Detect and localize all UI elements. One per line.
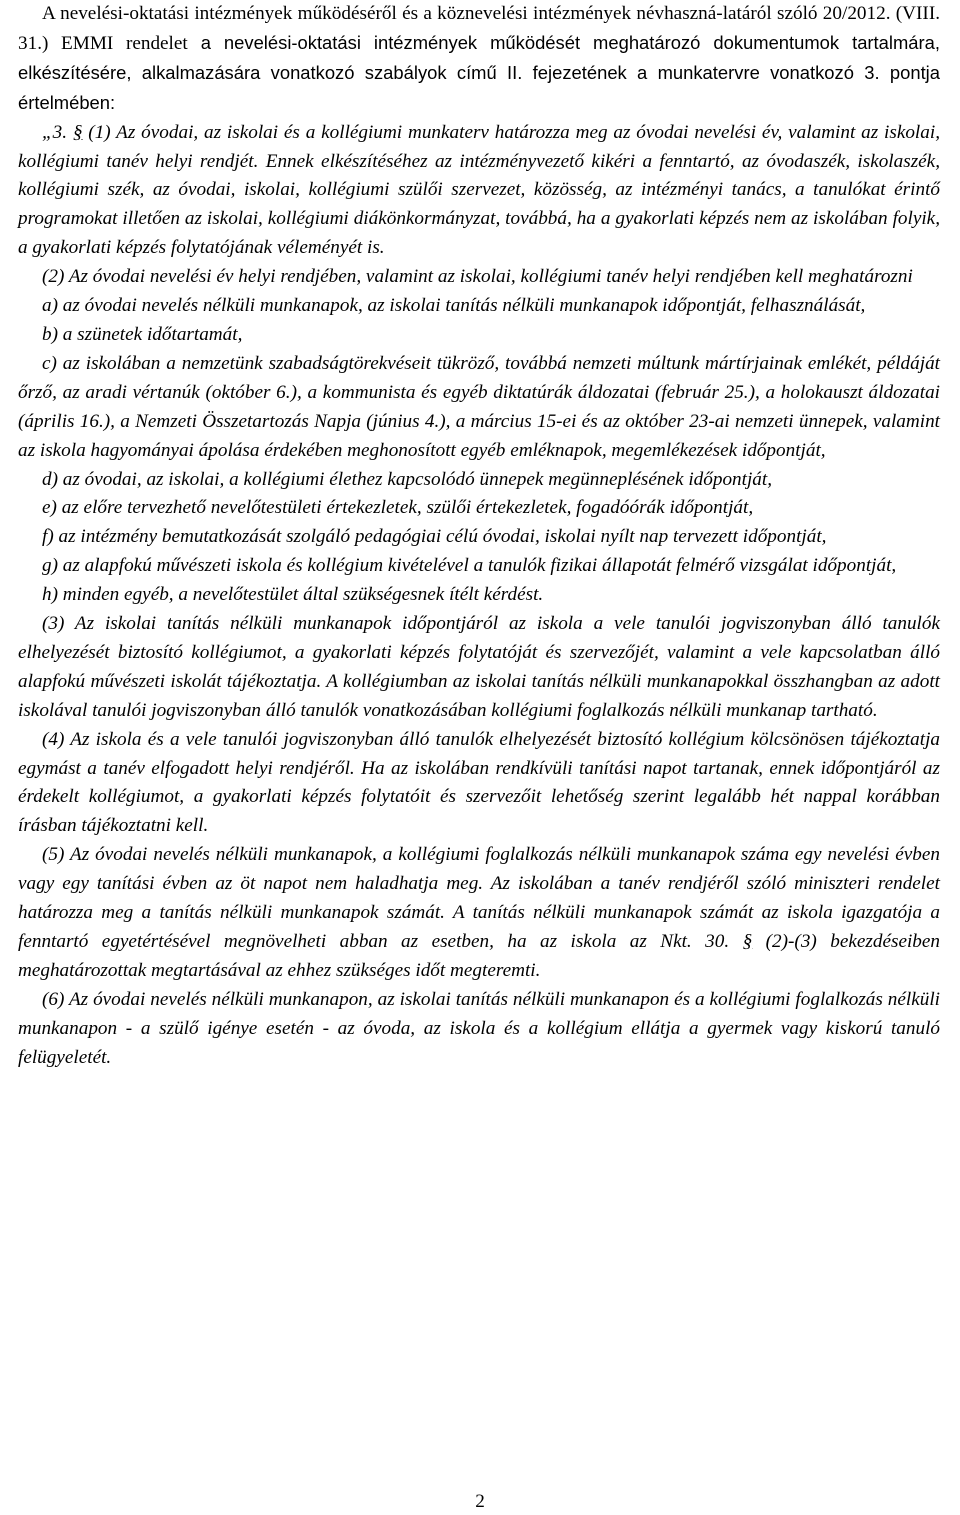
section-p1-text: (1) Az óvodai, az iskolai és a kollégiumi munkaterv határozza meg az óvodai nevelési év, valamint az iskolai, kollégiumi tanév helyi rendjét. Ennek elkészítéséhez az intézményvezető kikéri a fenntartó, az óvodaszék, iskolaszék, kollégiumi szék, az óvodai, iskolai, kollégiumi szülői szervezet, közösség, az intézményi tanács, a tanulókat érintő programokat illetően az iskolai, kollégiumi diákönkormányzat, továbbá, ha a gyakorlati képzés nem az iskolában folyik, a gyakorlati képzés folytatójának véleményét is. bbox=[18, 121, 940, 259]
intro-line-1: A nevelési-oktatási intézmények működéséről és a köznevelési intézmények névhaszná- bbox=[42, 3, 723, 24]
section-paragraph-2: (2) Az óvodai nevelési év helyi rendjében, valamint az iskolai, kollégiumi tanév helyi rendjében kell meghatározni bbox=[42, 266, 913, 288]
list-item-b: b) a szünetek időtartamát, bbox=[42, 323, 243, 345]
list-item-a: a) az óvodai nevelés nélküli munkanapok, az iskolai tanítás nélküli munkanapok időpontját, felhasználását, bbox=[42, 295, 866, 317]
section-quote-open: „3. bbox=[42, 121, 73, 143]
intro-sans-text: a nevelési-oktatási intézmények működését meghatározó dokumentumok tartalmára, elkészítésére, alkalmazására vonatkozó szabályok című II. fejezetének a munkatervre vonatkozó 3. pontja értelmében: bbox=[18, 31, 940, 113]
section-paragraph-4: (4) Az iskola és a vele tanulói jogviszonyban álló tanulók elhelyezését biztosító kollégium kölcsönösen tájékoztatja egymást a tanév elfogadott helyi rendjéről. Ha az iskolában rendkívüli tanítási napot tartanak, ennek időpontjáról az érdekelt kollégiumot, a gyakorlati képzés folytatóit és szervezőit lehetőség szerint legalább hét nappal korábban írásban tájékoztatni kell. bbox=[18, 728, 940, 837]
section-symbol: § bbox=[72, 121, 83, 143]
section-p5-before: (5) Az óvodai nevelés nélküli munkanapok, a kollégiumi foglalkozás nélküli munkanapok száma egy nevelési évben vagy egy tanítási évben az öt napot nem haladhatja meg. Az iskolában a tanév rendjéről szóló miniszteri rendelet határozza meg a tanítás nélküli munkanapok számát. A tanítás nélküli munkanapok számát az iskola igazgatója a fenntartó egyetértésével megnövelheti abban az esetben, ha az iskola az Nkt. 30. bbox=[18, 844, 940, 952]
list-item-d: d) az óvodai, az iskolai, a kollégiumi élethez kapcsolódó ünnepek megünneplésének időpontját, bbox=[42, 468, 773, 490]
list-item-c: c) az iskolában a nemzetünk szabadságtörekvéseit tükröző, továbbá nemzeti múltunk mártírjainak emlékét, példáját őrző, az aradi vértanúk (október 6.), a kommunista és egyéb diktatúrák áldozatai (február 25.), a holokauszt áldozatai (április 16.), a Nemzeti Összetartozás Napja (június 4.), a március 15-ei és az október 23-ai nemzeti ünnepek, valamint az iskola hagyományai ápolása érdekében meghonosított egyéb emléknapok, megemlékezések időpontját, bbox=[18, 352, 940, 461]
intro-line-2a: latáról szóló 20/2012. (VIII. 31.) EMMI rendelet bbox=[18, 3, 941, 54]
page-number: 2 bbox=[475, 1491, 485, 1512]
section-paragraph-1 bbox=[18, 119, 940, 264]
list-item-e: e) az előre tervezhető nevelőtestületi értekezletek, szülői értekezletek, fogadóórák időpontját, bbox=[42, 497, 754, 519]
section-p5-symbol: § bbox=[742, 931, 753, 952]
section-paragraph-3: (3) Az iskolai tanítás nélküli munkanapok időpontjáról az iskola a vele tanulói jogviszonyban álló tanulók elhelyezését biztosító kollégiumot, a gyakorlati képzés folytatóját és szervezőjét, valamint a vele kapcsolatban álló alapfokú művészeti iskolát tájékoztatja. A kollégiumban az iskolai tanítás nélküli munkanapokkal összhangban az adott iskolával tanulói jogviszonyban álló tanulók vonatkozásában kollégiumi foglalkozás nélküli munkanap tartható. bbox=[18, 613, 940, 721]
list-item-h: h) minden egyéb, a nevelőtestület által szükségesnek ítélt kérdést. bbox=[42, 584, 544, 606]
list-item-f: f) az intézmény bemutatkozását szolgáló pedagógiai célú óvodai, iskolai nyílt nap tervezett időpontját, bbox=[42, 526, 827, 548]
section-paragraph-5 bbox=[18, 841, 940, 986]
list-item-g: g) az alapfokú művészeti iskola és kollégium kivételével a tanulók fizikai állapotát felmérő vizsgálat időpontját, bbox=[42, 555, 897, 577]
section-p5-after: (2)-(3) bekezdéseiben meghatározottak megtartásával az ehhez szükséges időt megteremti. bbox=[18, 931, 940, 981]
intro-paragraph bbox=[18, 0, 940, 119]
section-paragraph-6: (6) Az óvodai nevelés nélküli munkanapon, az iskolai tanítás nélküli munkanapon és a kollégiumi foglalkozás nélküli munkanapon - a szülő igénye esetén - az óvoda, az iskola és a kollégium ellátja a gyermek vagy kiskorú tanuló felügyeletét. bbox=[18, 988, 940, 1068]
